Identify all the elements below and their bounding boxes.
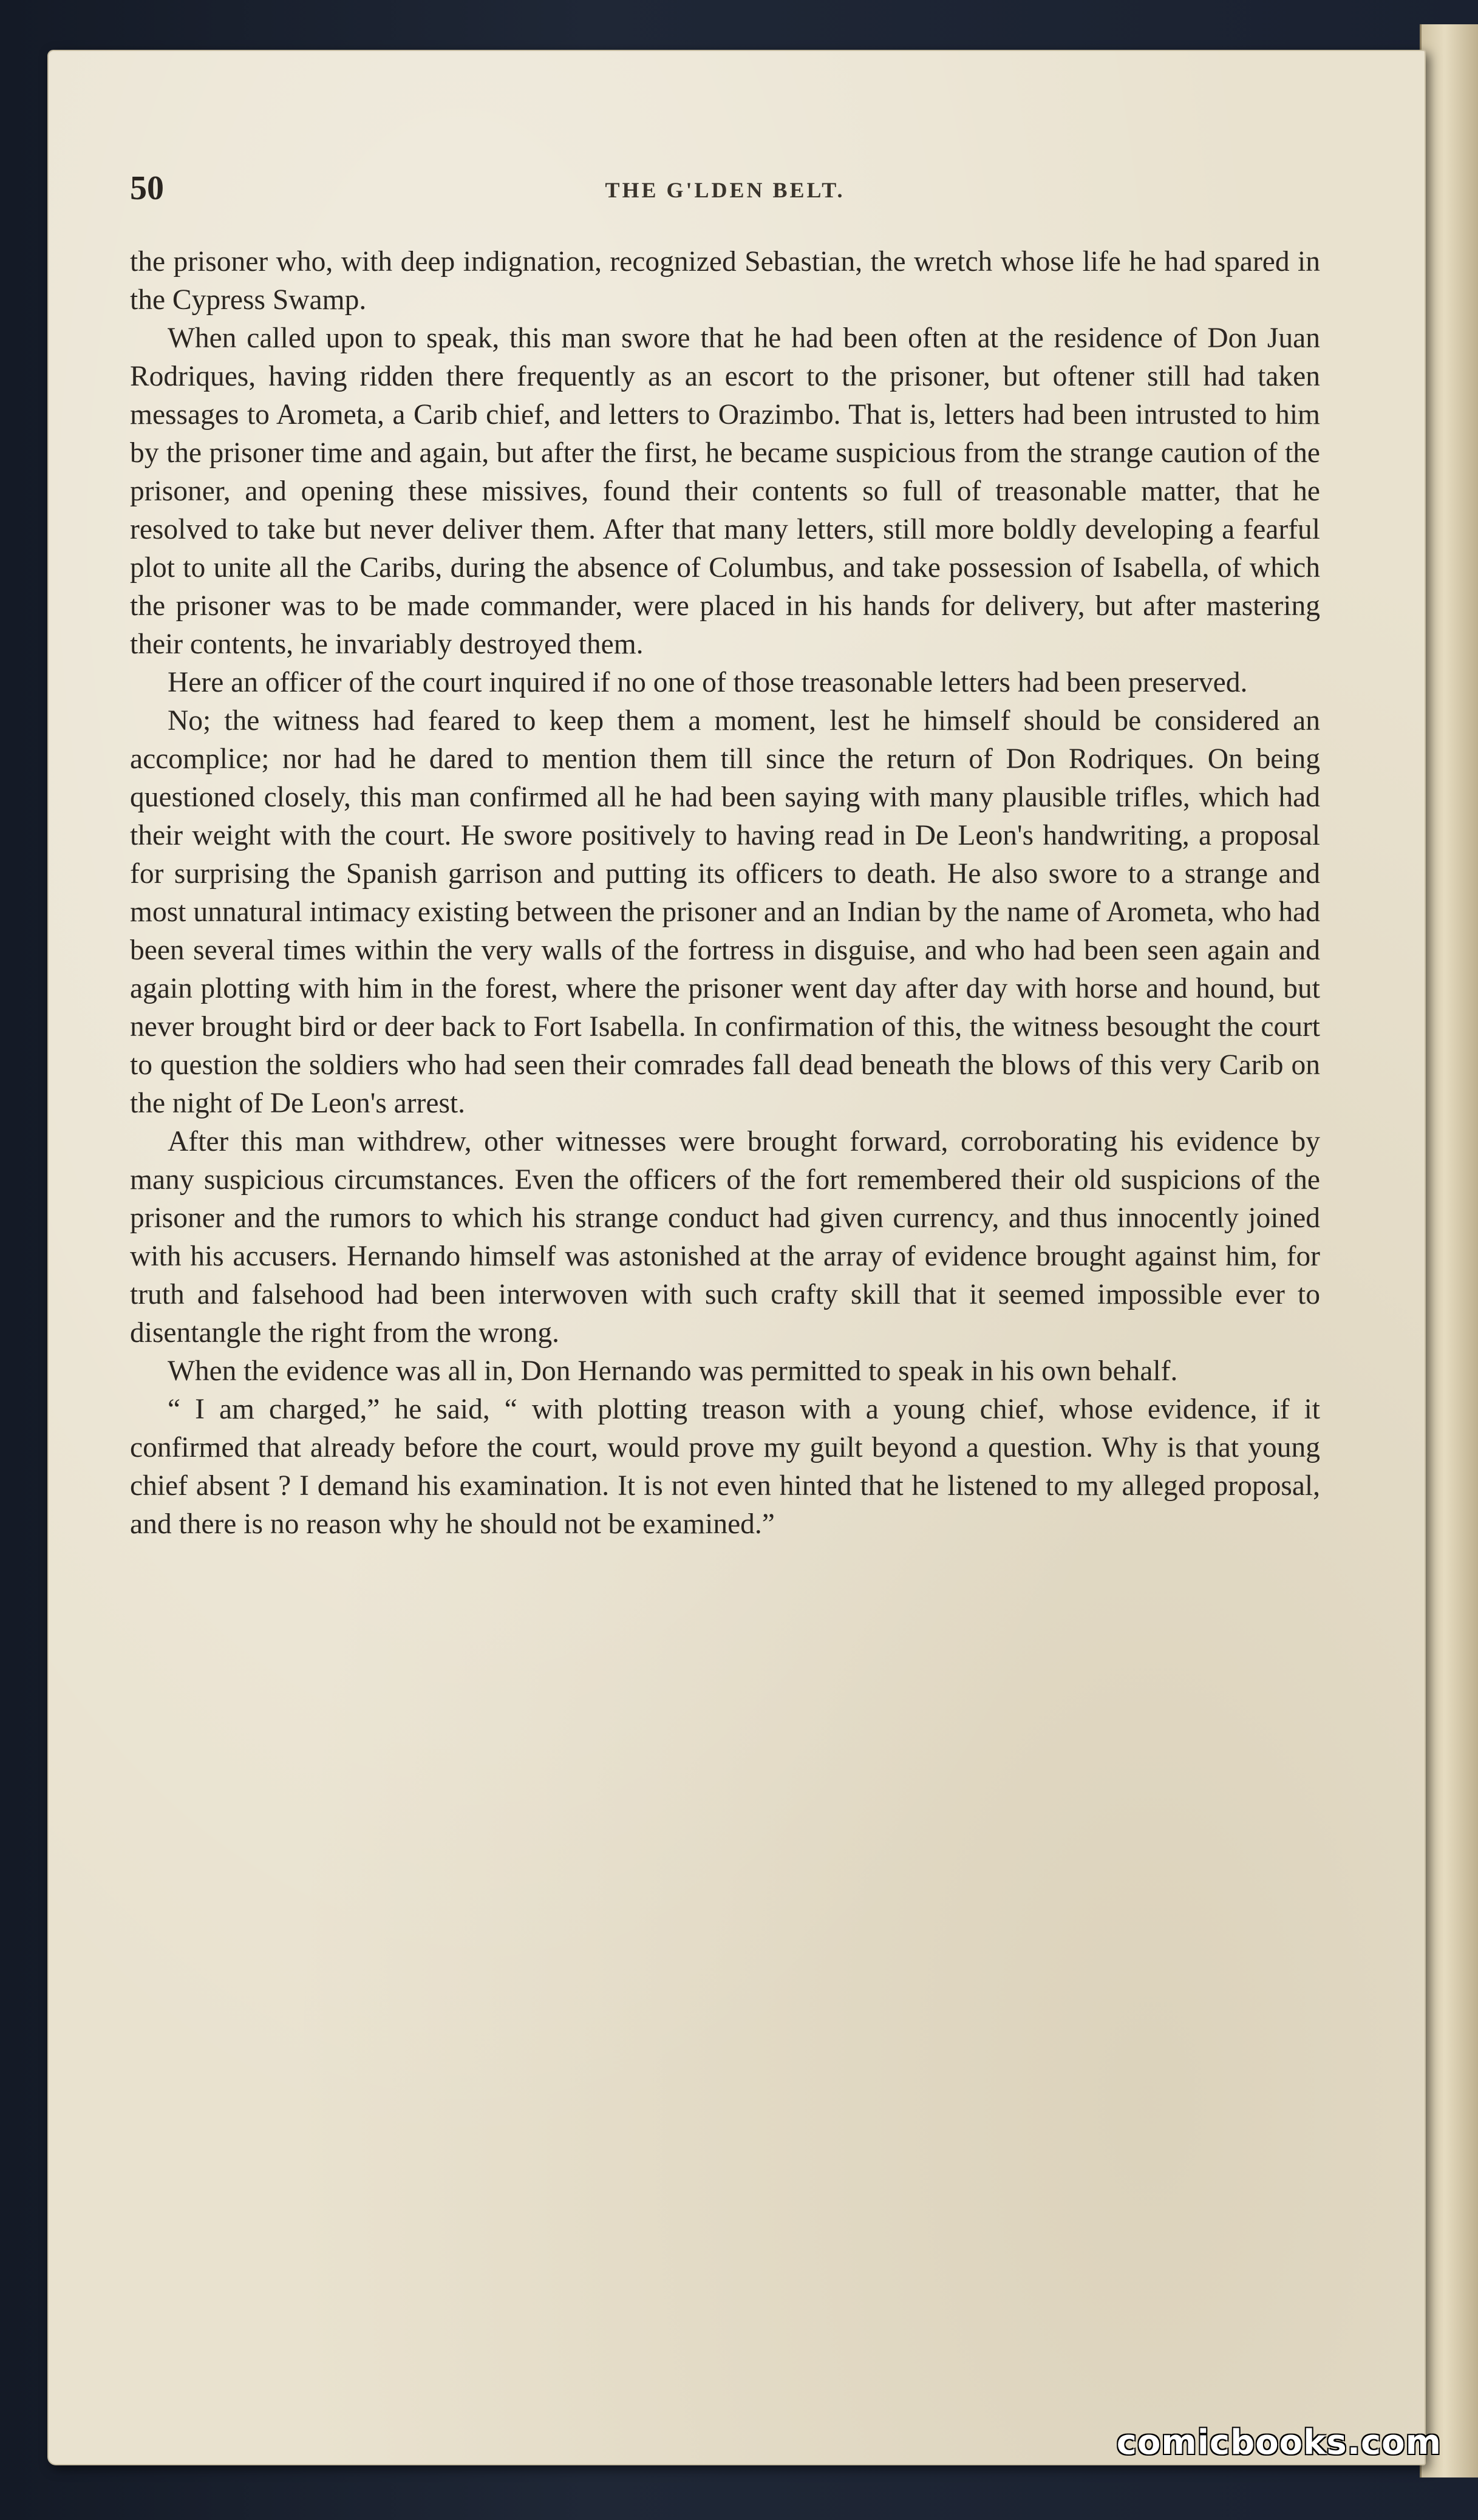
running-head: THE G'LDEN BELT. <box>605 178 845 202</box>
paragraph: When called upon to speak, this man swore that he had been often at the residence of Don Juan Rodriques, having ridden there frequently as an escort to the prisoner, but oftener still had taken messages to Arometa, a Carib chief, and letters to Orazimbo. That is, letters had been intrusted to him by the prisoner time and again, but after the first, he became suspicious from the strange caution of the prisoner, and opening these missives, found their contents so full of treasonable matter, that he resolved to take but never deliver them. After that many letters, still more boldly developing a fearful plot to unite all the Caribs, during the absence of Columbus, and take possession of Isabella, of which the prisoner was to be made commander, were placed in his hands for delivery, but after mastering their contents, he invariably destroyed them. <box>130 322 1320 660</box>
page-header <box>130 169 1320 217</box>
page-body-text <box>130 243 1320 1544</box>
page-number: 50 <box>130 169 164 207</box>
paragraph: When the evidence was all in, Don Hernando was permitted to speak in his own behalf. <box>168 1355 1178 1387</box>
book-spine-edge <box>1420 24 1478 2477</box>
paragraph: No; the witness had feared to keep them a moment, lest he himself should be considered an accomplice; nor had he dared to mention them till since the return of Don Rodriques. On being questioned closely, this man confirmed all he had been saying with many plausible trifles, which had their weight with the court. He swore positively to having read in De Leon's handwriting, a proposal for surprising the Spanish garrison and putting its officers to death. He also swore to a strange and most unnatural intimacy existing between the prisoner and an Indian by the name of Arometa, who had been several times within the very walls of the fortress in disguise, and who had been seen again and again plotting with him in the forest, where the prisoner went day after day with horse and hound, but never brought bird or deer back to Fort Isabella. In confirmation of this, the witness besought the court to question the soldiers who had seen their comrades fall dead beneath the blows of this very Carib on the night of De Leon's arrest. <box>130 705 1320 1119</box>
paragraph: Here an officer of the court inquired if no one of those treasonable letters had been preserved. <box>168 667 1248 698</box>
paragraph: the prisoner who, with deep indignation, recognized Sebastian, the wretch whose life he had spared in the Cypress Swamp. <box>130 246 1320 316</box>
paragraph: “ I am charged,” he said, “ with plotting treason with a young chief, whose evidence, if it confirmed that already before the court, would prove my guilt beyond a question. Why is that young chief absent ? I demand his examination. It is not even hinted that he listened to my alleged proposal, and there is no reason why he should not be examined.” <box>130 1394 1320 1540</box>
site-watermark: comicbooks.com <box>1116 2423 1442 2462</box>
paragraph: After this man withdrew, other witnesses were brought forward, corroborating his evidence by many suspicious circumstances. Even the officers of the fort remembered their old suspicions of the prisoner and the rumors to which his strange conduct had given currency, and thus innocently joined with his accusers. Hernando himself was astonished at the array of evidence brought against him, for truth and falsehood had been interwoven with such crafty skill that it seemed impossible ever to disentangle the right from the wrong. <box>130 1126 1320 1349</box>
